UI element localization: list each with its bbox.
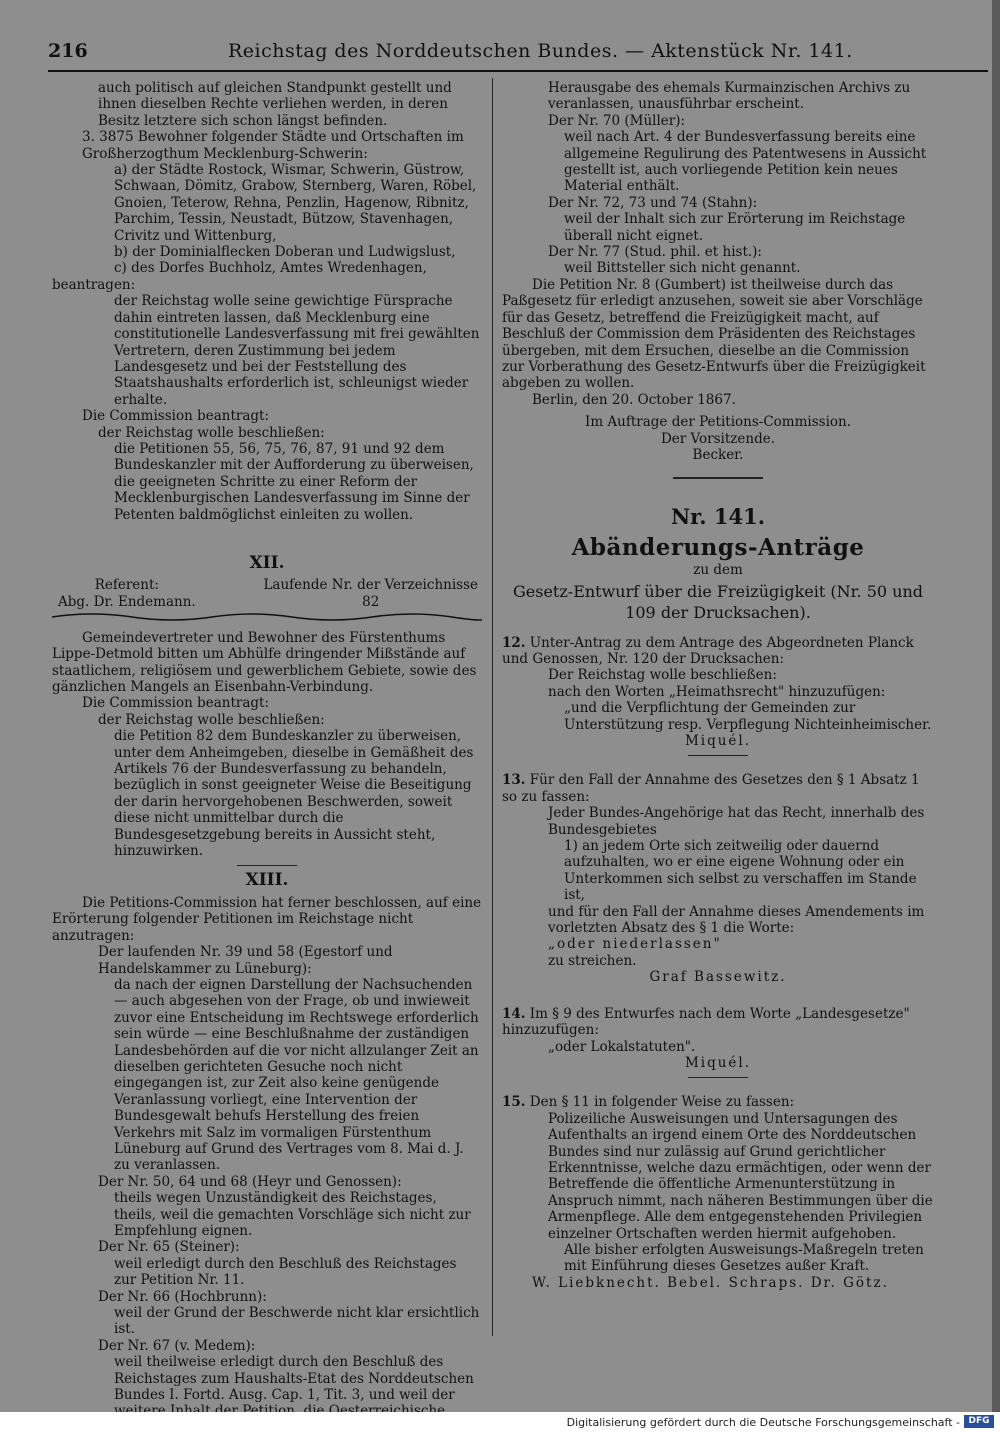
paragraph: 1) an jedem Orte sich zeitweilig oder dauernd aufzuhalten, wo er eine eigene Wohnung oder ein Unterkommen sich selbst zu verschaffen im Stande ist,: [564, 838, 917, 904]
footer-credit: Digitalisierung gefördert durch die Deutsche Forschungsgemeinschaft -: [566, 1416, 960, 1429]
signature-name: Miquél.: [684, 1054, 752, 1071]
amendment-text: Für den Fall der Annahme des Gesetzes den § 1 Absatz 1 so zu fassen:: [502, 772, 920, 805]
paragraph: der Reichstag wolle beschließen:: [98, 424, 325, 441]
signature-line: Der Vorsitzende.: [660, 430, 776, 447]
amendment-text: Im § 9 des Entwurfes nach dem Worte „Landesgesetze" hinzuzufügen:: [502, 1005, 910, 1039]
paragraph: weil der Grund der Beschwerde nicht klar ersichtlich ist.: [114, 1305, 480, 1338]
divider: [237, 865, 297, 866]
list-item: b) der Dominialflecken Doberan und Ludwigslust,: [114, 244, 456, 261]
signature-name: Graf Bassewitz.: [649, 969, 787, 986]
paragraph: theils wegen Unzuständigkeit des Reichstages, theils, weil die gemachten Vorschläge sich nicht zur Empfehlung eignen.: [114, 1190, 471, 1239]
paragraph: die Petitionen 55, 56, 75, 76, 87, 91 und 92 dem Bundeskanzler mit der Aufforderung zu überweisen, die geeigneten Schritte zu einer Reform der Mecklenburgischen Landesverfassung im Sinne der Petenten baldmöglichst einleiten zu wollen.: [114, 440, 474, 523]
subtitle: zu dem: [693, 562, 743, 579]
signature-name: Miquél.: [684, 733, 752, 749]
section-heading: XIII.: [245, 870, 289, 891]
paragraph: der Reichstag wolle seine gewichtige Fürsprache dahin eintreten lassen, daß Mecklenburg eine constitutionelle Landesverfassung mit frei gewählten Vertretern, deren Zustimmung bei jedem Landesgesetz und bei der Feststellung des Staatshaushalts erforderlich ist, schleunigst wieder erhalte.: [114, 293, 480, 408]
page-number: 216: [48, 40, 88, 62]
amendment-12: [502, 635, 934, 668]
paragraph: nach den Worten „Heimathsrecht" hinzuzufügen:: [548, 683, 886, 700]
subtitle: Gesetz-Entwurf über die Freizügigkeit (Nr. 50 und 109 der Drucksachen).: [513, 581, 923, 622]
paragraph: „und die Verpflichtung der Gemeinden zur Unterstützung resp. Verpflegung Nichteinheimischer.: [564, 700, 932, 733]
wavy-rule: [52, 611, 482, 623]
paragraph: weil Bittsteller sich nicht genannt.: [564, 260, 801, 277]
paragraph: Die Petition Nr. 8 (Gumbert) ist theilweise durch das Paßgesetz für erledigt anzusehen, soweit sie aber Vorschläge für das Gesetz, betreffend die Freizügigkeit macht, auf Beschluß der Commission dem Präsidenten des Reichstages übergeben, mit dem Ersuchen, dieselbe an die Commission zur Vorberathung des Gesetz-Entwurfs über die Freizügigkeit abgeben zu wollen.: [502, 276, 926, 392]
paragraph: Der Nr. 77 (Stud. phil. et hist.):: [548, 244, 762, 261]
header-rule: [48, 70, 988, 72]
lfd-label: Laufende Nr. der Verzeichnisse: [263, 577, 478, 594]
paragraph: Der Nr. 70 (Müller):: [548, 112, 686, 129]
section-heading: XII.: [249, 552, 285, 573]
paragraph: und für den Fall der Annahme dieses Amendements im vorletzten Absatz des § 1 die Worte:: [548, 903, 925, 937]
amendment-text: Den § 11 in folgender Weise zu fassen:: [529, 1094, 795, 1111]
paragraph: da nach der eignen Darstellung der Nachsuchenden — auch abgesehen von der Frage, ob und inwieweit zuvor eine Entscheidung im Rechtswege erforderlich sein würde — eine Beschlußnahme der zuständigen Landesbehörden auf die vor nicht allzulanger Zeit an dieselben gerichteten Gesuche noch nicht eingegangen ist, zur Zeit also keine genügende Veranlassung vorliegt, eine Intervention der Bundesgewalt behufs Herstellung des freien Verkehrs mit Salz im vormaligen Fürstenthum Lüneburg auf Grund des Vertrages vom 8. Mai d. J. zu veranlassen.: [114, 976, 479, 1174]
paragraph: Herausgabe des ehemals Kurmainzischen Archivs zu veranlassen, unausführbar erscheint.: [548, 80, 911, 113]
right-column: [502, 80, 934, 1291]
paragraph: beantragen:: [52, 276, 136, 293]
divider: [688, 755, 748, 756]
referent-label: Referent:: [94, 577, 159, 594]
paragraph: weil erledigt durch den Beschluß des Reichstages zur Petition Nr. 11.: [114, 1255, 457, 1289]
amendment-number: 14.: [502, 1005, 526, 1022]
paragraph: der Reichstag wolle beschließen:: [98, 711, 325, 728]
scan-edge: [992, 0, 1000, 1412]
paragraph: Der Reichstag wolle beschließen:: [548, 667, 777, 684]
paragraph: 3. 3875 Bewohner folgender Städte und Ortschaften im Großherzogthum Mecklenburg-Schwerin:: [82, 129, 464, 162]
paragraph: auch politisch auf gleichen Standpunkt gestellt und ihnen dieselben Rechte verliehen werden, in deren Besitz letztere sich schon längst befinden.: [98, 80, 452, 129]
divider: [688, 1077, 748, 1078]
list-item: c) des Dorfes Buchholz, Amtes Wredenhagen,: [114, 260, 427, 277]
paragraph: Der Nr. 66 (Hochbrunn):: [98, 1288, 267, 1305]
paragraph: weil theilweise erledigt durch den Beschluß des Reichstages zum Haushalts-Etat des Norddeutschen Bundes I. Fortd. Ausg. Cap. 1, Tit. 3, und weil der: [114, 1354, 474, 1404]
column-divider: [492, 78, 493, 1336]
paragraph: weil nach Art. 4 der Bundesverfassung bereits eine allgemeine Regulirung des Patentwesens in Aussicht gestellt ist, auch vorliegende Petition kein neues Material enthält.: [564, 129, 927, 195]
paragraph: Polizeiliche Ausweisungen und Untersagungen des Aufenthalts an irgend einem Orte des Norddeutschen Bundes sind nur zulässig auf Grund gerichtlicher Erkenntnisse, welche dazu ermächtigen, oder wenn der Betreffende die öffentliche Armenunterstützung in Anspruch nimmt, nach näheren Bestimmungen über die Armenpflege. Alle dem entgegenstehenden Privilegien einzelner Ortschaften werden hiermit aufgehoben.: [548, 1110, 933, 1242]
document-title: Abänderungs-Anträge: [571, 533, 865, 561]
amendment-number: 15.: [502, 1094, 526, 1111]
amendment-number: 13.: [502, 772, 526, 789]
paragraph: die Petition 82 dem Bundeskanzler zu überweisen, unter dem Anheimgeben, dieselbe in Gemäßheit des Artikels 76 der Bundesverfassung zu behandeln, bezüglich in sonst geeigneter Weise die Beseitigung der darin hervorgehobenen Beschwerden, soweit diese nicht unmittelbar durch die Bundesgesetzgebung bereits in Aussicht steht, hinzuwirken.: [114, 728, 474, 860]
lfd-number: 82: [362, 593, 380, 610]
amendment-15: [502, 1094, 934, 1110]
signature-name: Becker.: [692, 446, 744, 463]
divider: [673, 477, 763, 479]
paragraph: weil der Inhalt sich zur Erörterung im Reichstage überall nicht eignet.: [564, 211, 906, 244]
list-item: a) der Städte Rostock, Wismar, Schwerin, Güstrow, Schwaan, Dömitz, Grabow, Sternberg, Waren, Röbel, Gnoien, Teterow, Rehna, Penzlin, Hagenow, Ribnitz, Parchim, Tessin, Neustadt, Bützow, Stavenhagen, Crivitz und Wittenburg,: [114, 162, 477, 244]
paragraph: Der Nr. 65 (Steiner):: [98, 1239, 240, 1256]
paragraph: Die Petitions-Commission hat ferner beschlossen, auf eine Erörterung folgender Petitionen im Reichstage nicht anzutragen:: [52, 894, 482, 944]
paragraph: Gemeindevertreter und Bewohner des Fürstenthums Lippe-Detmold bitten um Abhülfe dringender Mißstände auf staatlichem, religiösem und gewerblichem Gebiete, sowie des gänzlichen Mangels an Eisenbahn-Verbindung.: [52, 629, 477, 695]
referent-name: Abg. Dr. Endemann.: [58, 593, 196, 610]
date-line: Berlin, den 20. October 1867.: [532, 391, 736, 408]
page-header: [48, 40, 988, 70]
paragraph: Die Commission beantragt:: [82, 695, 270, 712]
paragraph: Alle bisher erfolgten Ausweisungs-Maßregeln treten mit Einführung dieses Gesetzes außer Kraft.: [564, 1241, 924, 1275]
signature-names: W. Liebknecht. Bebel. Schraps. Dr. Götz.: [532, 1274, 889, 1291]
paragraph: „oder Lokalstatuten".: [548, 1038, 696, 1055]
amendment-13: [502, 772, 934, 805]
amendment-text: Unter-Antrag zu dem Antrage des Abgeordneten Planck und Genossen, Nr. 120 der Drucksachen:: [502, 634, 914, 667]
paragraph: „oder niederlassen": [548, 936, 722, 953]
paragraph: Der Nr. 72, 73 und 74 (Stahn):: [548, 194, 758, 211]
paragraph: Der Nr. 50, 64 und 68 (Heyr und Genossen):: [98, 1173, 402, 1190]
signature-line: Im Auftrage der Petitions-Commission.: [584, 414, 852, 431]
footer-bar: [0, 1412, 1000, 1432]
referent-row: [52, 577, 482, 611]
amendment-14: [502, 1006, 934, 1039]
running-title: Reichstag des Norddeutschen Bundes. — Aktenstück Nr. 141.: [228, 40, 853, 62]
document-number: Nr. 141.: [670, 504, 766, 530]
paragraph: Der laufenden Nr. 39 und 58 (Egestorf und Handelskammer zu Lüneburg):: [98, 944, 393, 977]
paragraph: zu streichen.: [548, 952, 637, 969]
paragraph: Der Nr. 67 (v. Medem):: [98, 1337, 256, 1354]
left-column: [52, 80, 482, 1432]
dfg-logo[interactable]: DFG: [964, 1415, 994, 1428]
amendment-number: 12.: [502, 634, 526, 651]
paragraph: Die Commission beantragt:: [82, 408, 270, 425]
paragraph: Jeder Bundes-Angehörige hat das Recht, innerhalb des Bundesgebietes: [548, 805, 925, 838]
